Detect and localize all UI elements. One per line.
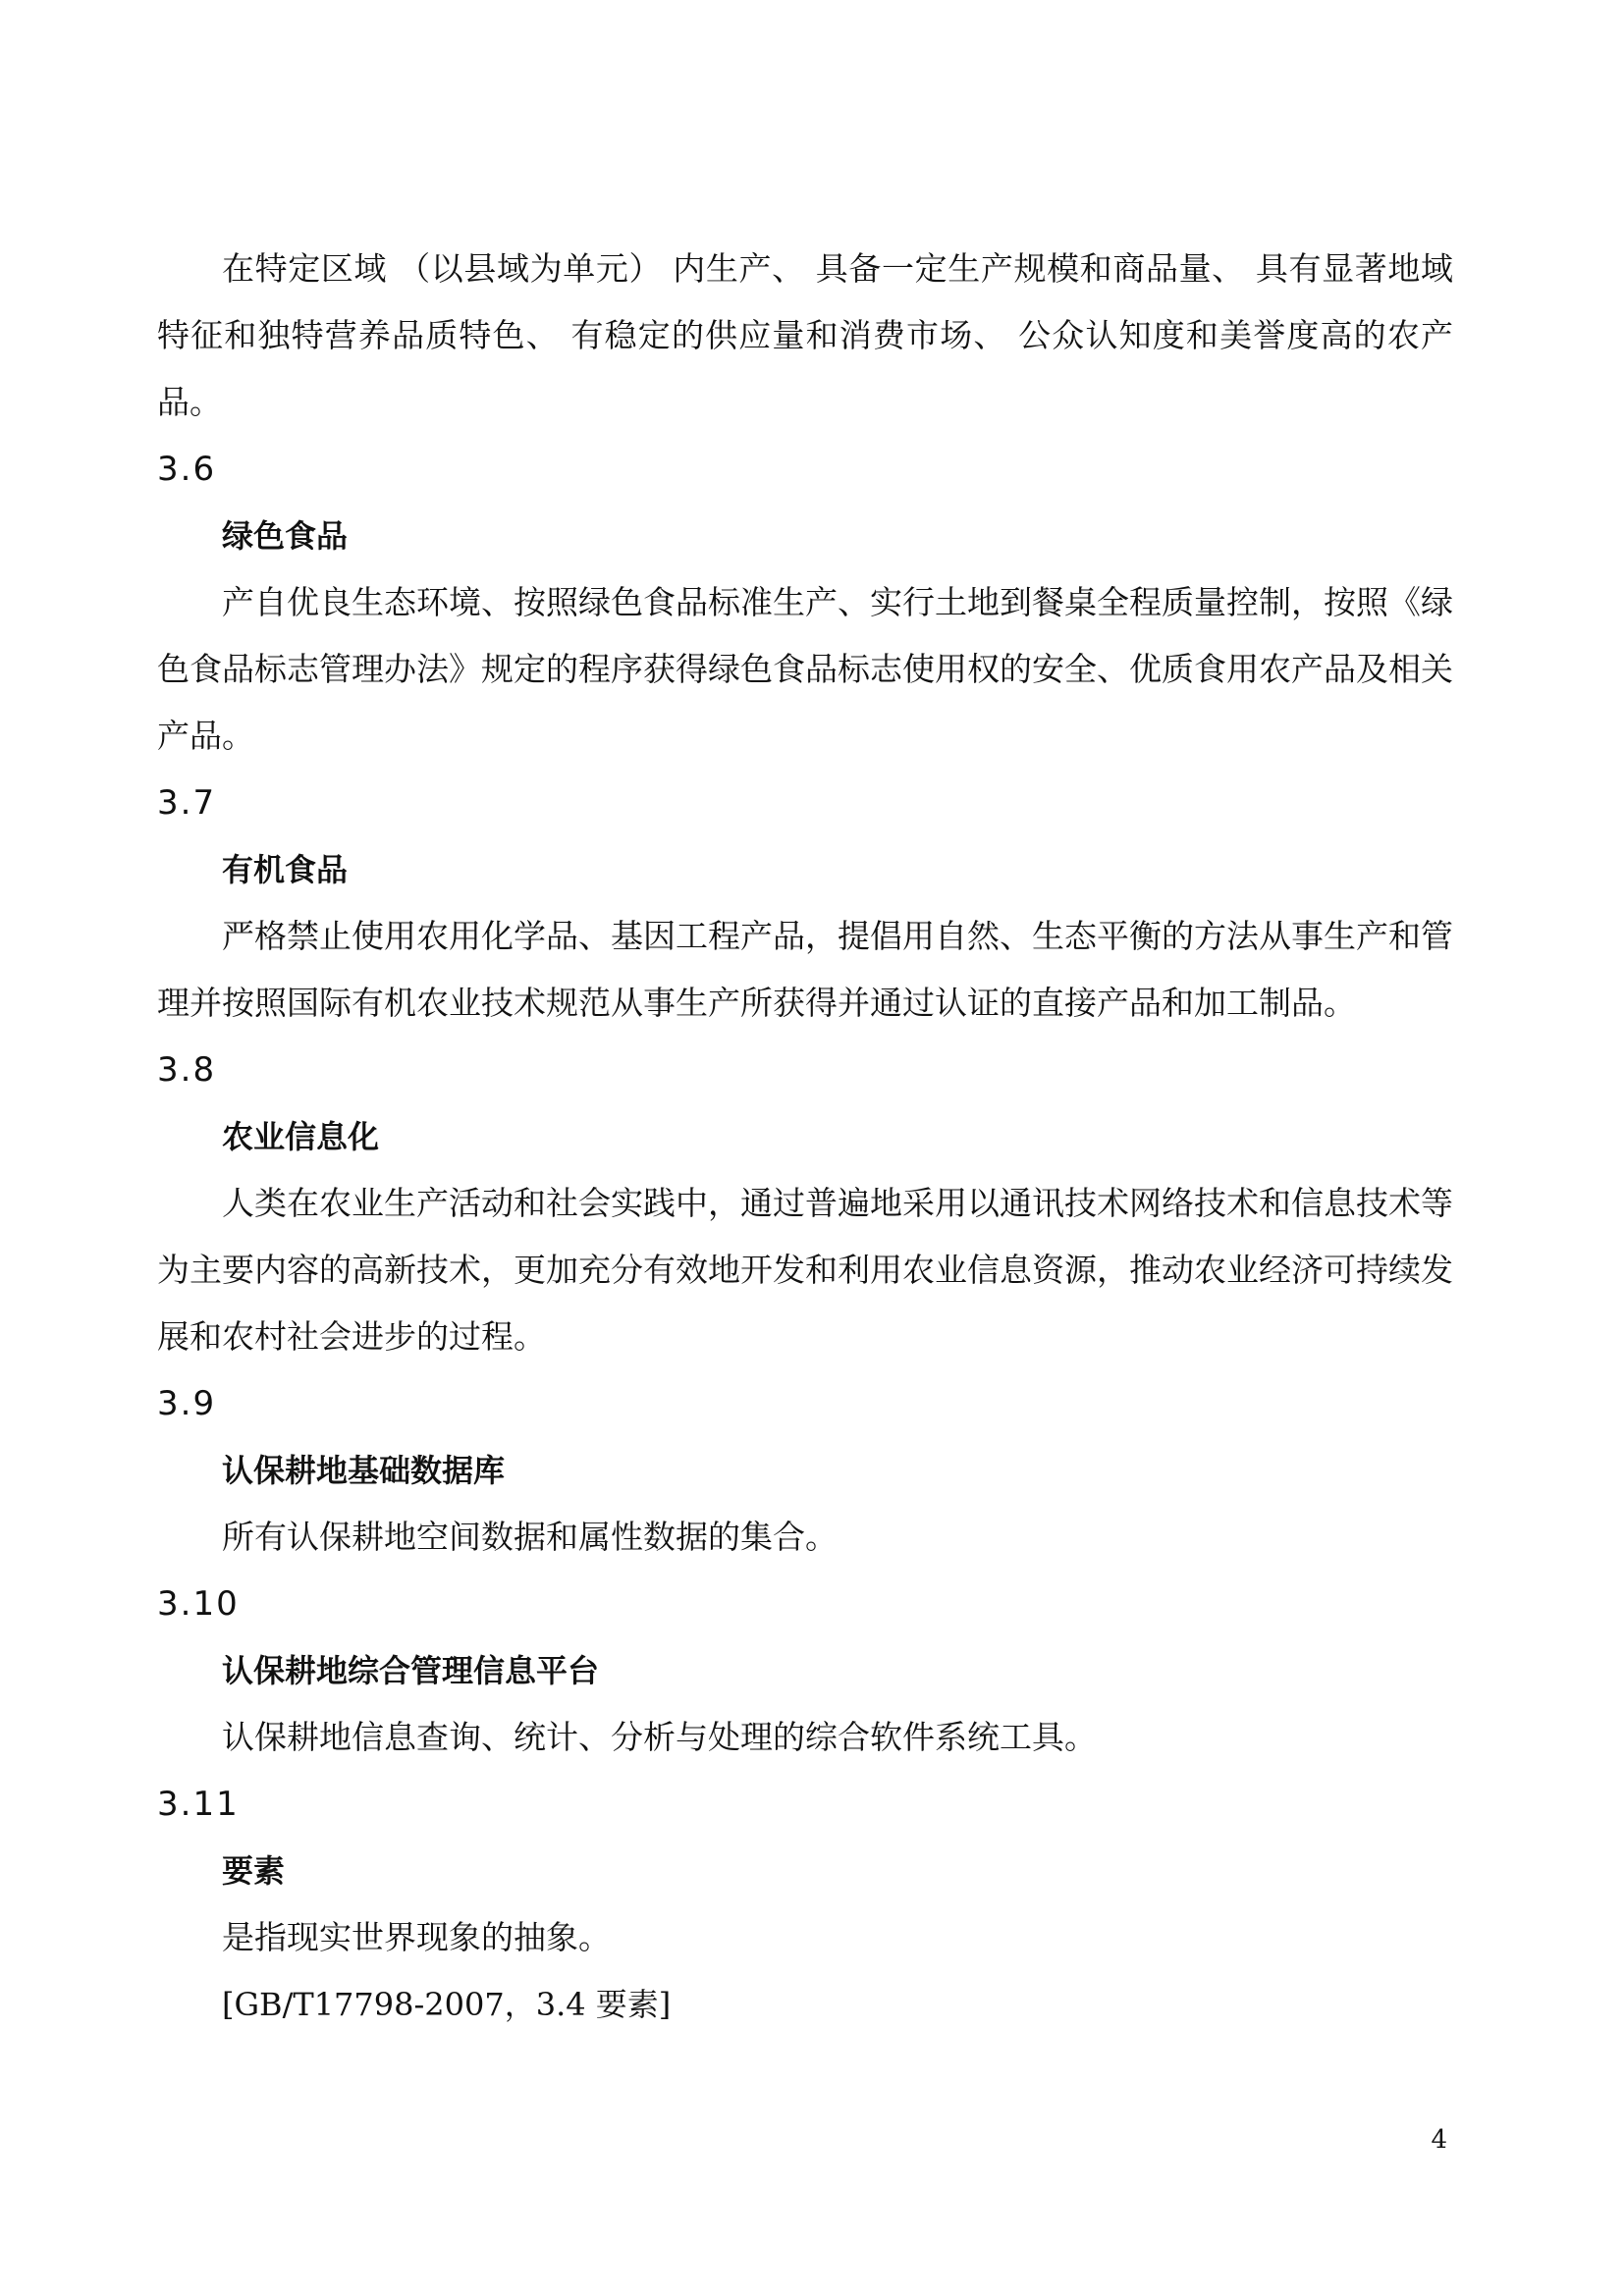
section-number: 3.6 [157, 450, 217, 489]
term-title: 要素 [222, 1852, 286, 1890]
section-number: 3.11 [157, 1785, 240, 1824]
section-number: 3.10 [157, 1584, 240, 1624]
section-number: 3.7 [157, 783, 217, 823]
section-number: 3.9 [157, 1384, 217, 1423]
page-number: 4 [1431, 2125, 1447, 2155]
term-definition: 所有认保耕地空间数据和属性数据的集合。 [222, 1518, 838, 1556]
section-3-9 [157, 1370, 1453, 1571]
intro-paragraph: 在特定区域 （以县域为单元） 内生产、 具备一定生产规模和商品量、 具有显著地域特征和独特营养品质特色、 有稳定的供应量和消费市场、 公众认知度和美誉度高的农产品。 [157, 249, 1453, 421]
section-3-11 [157, 1771, 1453, 2038]
term-definition: 产自优良生态环境、按照绿色食品标准生产、实行土地到餐桌全程质量控制，按照《绿色食品标志管理办法》规定的程序获得绿色食品标志使用权的安全、优质食用农产品及相关产品。 [157, 583, 1453, 755]
term-definition: 是指现实世界现象的抽象。 [222, 1918, 611, 1956]
section-3-7 [157, 770, 1453, 1037]
term-definition: 认保耕地信息查询、统计、分析与处理的综合软件系统工具。 [222, 1718, 1097, 1756]
section-3-8 [157, 1037, 1453, 1370]
term-title: 农业信息化 [222, 1118, 380, 1155]
term-title: 认保耕地综合管理信息平台 [222, 1652, 600, 1689]
term-title: 认保耕地基础数据库 [222, 1452, 506, 1489]
term-title: 有机食品 [222, 851, 349, 888]
document-page [157, 236, 1453, 2038]
standard-reference: [GB/T17798-2007，3.4 要素] [222, 1986, 672, 2023]
term-definition: 严格禁止使用农用化学品、基因工程产品，提倡用自然、生态平衡的方法从事生产和管理并按照国际有机农业技术规范从事生产所获得并通过认证的直接产品和加工制品。 [157, 917, 1453, 1022]
term-title: 绿色食品 [222, 517, 349, 555]
term-definition: 人类在农业生产活动和社会实践中，通过普遍地采用以通讯技术网络技术和信息技术等为主要内容的高新技术，更加充分有效地开发和利用农业信息资源，推动农业经济可持续发展和农村社会进步的过程。 [157, 1184, 1453, 1356]
section-3-10 [157, 1571, 1453, 1771]
section-number: 3.8 [157, 1050, 217, 1090]
section-3-6 [157, 436, 1453, 770]
